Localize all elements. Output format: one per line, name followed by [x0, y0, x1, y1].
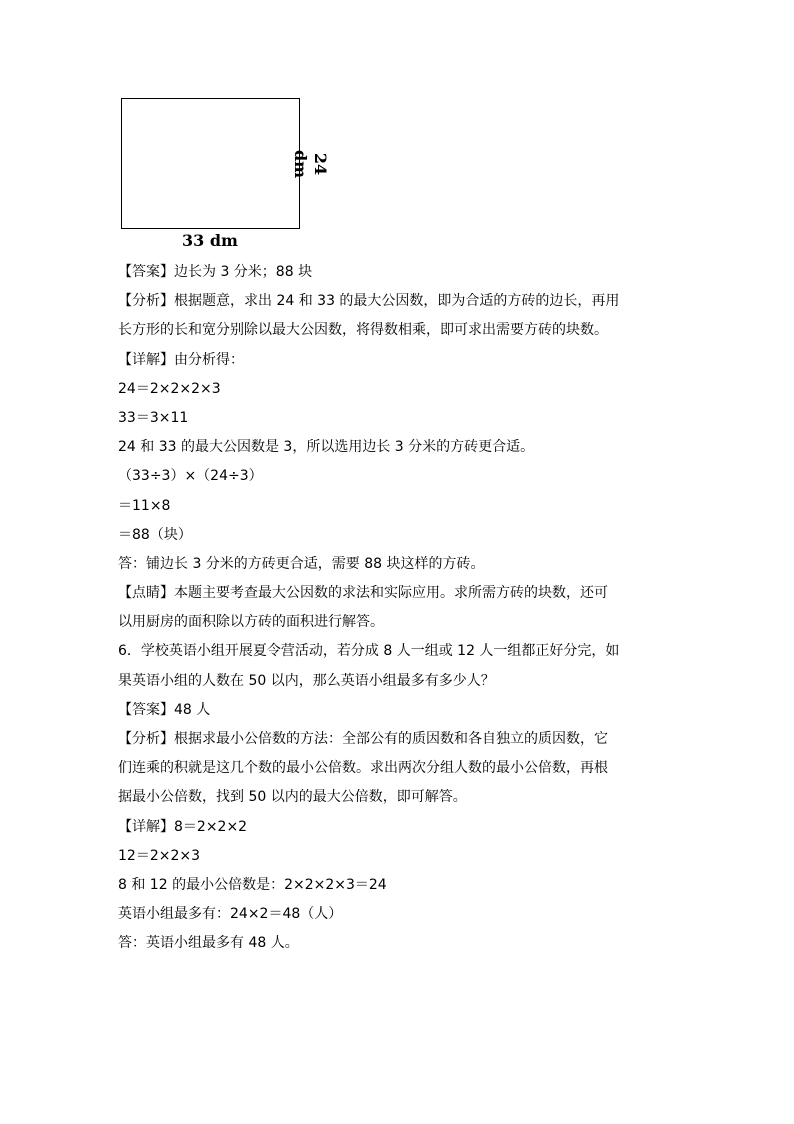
text-line: 们连乘的积就是这几个数的最小公倍数。求出两次分组人数的最小公倍数，再根: [118, 760, 608, 777]
text-line: 【答案】边长为 3 分米；88 块: [118, 264, 313, 280]
question-line: 果英语小组的人数在 50 以内，那么英语小组最多有多少人？: [118, 672, 495, 689]
text-line: 答：铺边长 3 分米的方砖更合适，需要 88 块这样的方砖。: [118, 555, 485, 572]
text-line: 【详解】由分析得：: [118, 351, 244, 368]
text-line: ＝11×8: [118, 497, 171, 514]
text-line: 【答案】48 人: [118, 701, 211, 718]
width-label: 33 dm: [182, 231, 238, 250]
text-line: 12＝2×2×3: [118, 847, 200, 864]
solution-text: [118, 262, 718, 963]
text-line: 24＝2×2×2×3: [118, 380, 221, 397]
text-line: 答：英语小组最多有 48 人。: [118, 935, 299, 952]
question-line: 6．学校英语小组开展夏令营活动，若分成 8 人一组或 12 人一组都正好分完，如: [118, 643, 620, 660]
rectangle-figure: [121, 98, 300, 229]
height-label: 24 dm: [291, 149, 330, 179]
text-line: 【点睛】本题主要考查最大公因数的求法和实际应用。求所需方砖的块数，还可: [118, 585, 608, 602]
text-line: 长方形的长和宽分别除以最大公因数，将得数相乘，即可求出需要方砖的块数。: [118, 322, 608, 339]
text-line: ＝88（块）: [118, 526, 192, 543]
text-line: （33÷3）×（24÷3）: [118, 468, 263, 485]
text-line: 33＝3×11: [118, 409, 189, 426]
text-line: 以用厨房的面积除以方砖的面积进行解答。: [118, 614, 384, 631]
text-line: 8 和 12 的最小公倍数是：2×2×2×3＝24: [118, 876, 387, 893]
text-line: 【分析】根据求最小公倍数的方法：全部公有的质因数和各自独立的质因数，它: [118, 731, 608, 747]
text-line: 英语小组最多有：24×2＝48（人）: [118, 906, 343, 923]
text-line: 【分析】根据题意，求出 24 和 33 的最大公因数，即为合适的方砖的边长，再用: [118, 293, 620, 310]
text-line: 24 和 33 的最大公因数是 3，所以选用边长 3 分米的方砖更合适。: [118, 439, 535, 456]
text-line: 【详解】8＝2×2×2: [118, 818, 248, 835]
text-line: 据最小公倍数，找到 50 以内的最大公倍数，即可解答。: [118, 789, 467, 806]
